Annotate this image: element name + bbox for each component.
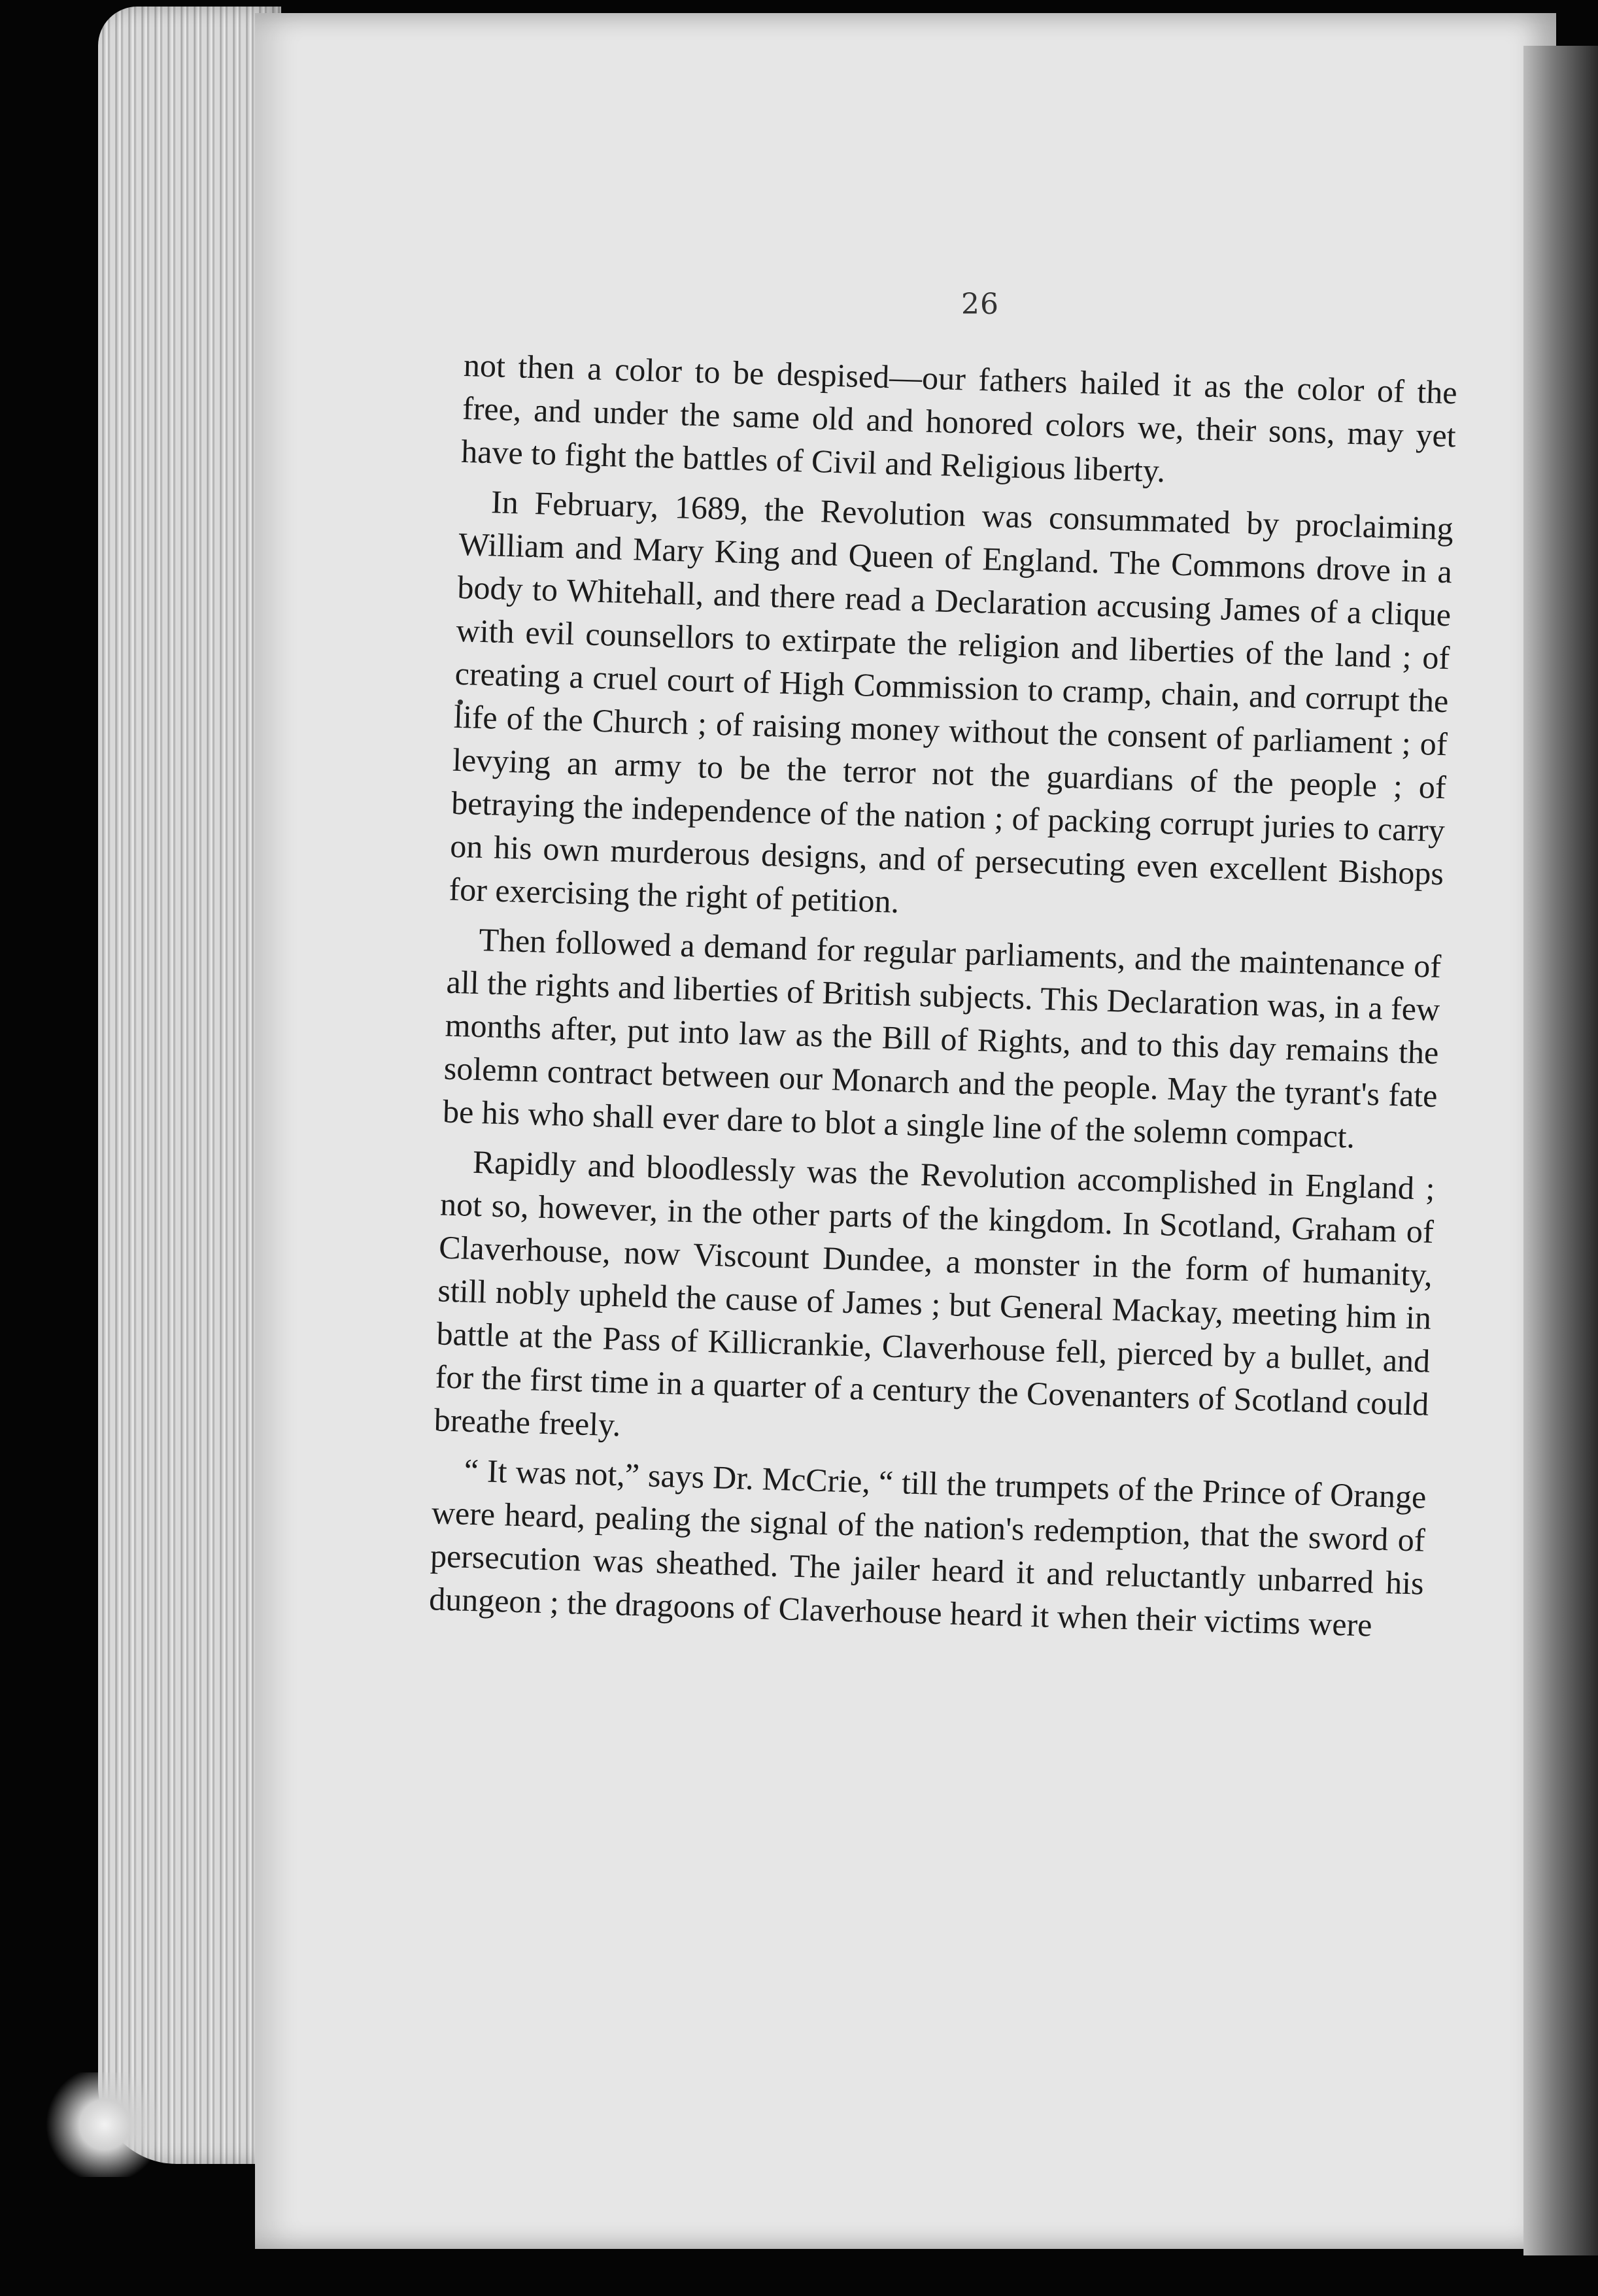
- page-gutter-shadow: [1523, 46, 1598, 2255]
- paragraph-5: “ It was not,” says Dr. McCrie, “ till the trumpets of the Prince of Orange were heard, pealing the signal of the nation's redemption, that the sword of persecution was sheathed. The jailer heard it and reluctantly unbarred his dungeon ; the dragoons of Claverhouse heard it when their victims were: [428, 1451, 1427, 1644]
- paragraph-1: not then a color to be despised—our fathers hailed it as the color of the free, and under the same old and honored colors we, their sons, may yet have to fight the battles of Civil and Religious liberty.: [460, 346, 1458, 489]
- paragraph-4: Rapidly and bloodlessly was the Revolution accomplished in England ; not so, however, in the other parts of the kingdom. In Scotland, Graham of Claverhouse, now Viscount Dundee, a monster in the form of humanity, still nobly upheld the cause of James ; but General Mackay, meeting him in battle at the Pass of Killicrankie, Claverhouse fell, pierced by a bullet, and for the first time in a quarter of a century the Covenanters of Scotland could breathe freely.: [434, 1143, 1436, 1443]
- book-page-edges: [98, 7, 281, 2164]
- body-text: [428, 343, 1457, 1655]
- frayed-page-corner: [39, 2072, 170, 2177]
- paragraph-3: Then followed a demand for regular parliaments, and the maintenance of all the rights and liberties of British subjects. This Declaration was, in a few months after, put into law as the Bill of Rights, and to this day remains the solemn contract between our Monarch and the people. May the tyrant's fate be his who shall ever dare to blot a single line of the solemn compact.: [442, 920, 1442, 1155]
- page-number: 26: [961, 288, 999, 321]
- paragraph-2: In February, 1689, the Revolution was consummated by proclaiming William and Mary King and Queen of England. The Commons drove in a body to Whitehall, and there read a Declaration accusing James of a clique with evil counsellors to extirpate the religion and liberties of the land ; of creating a cruel court of High Commission to cramp, chain, and corrupt the life of the Church ; of raising money without the consent of parliament ; of levying an army to be the terror not the guardians of the people ; of betraying the independence of the nation ; of packing corrupt juries to carry on his own murderous designs, and of persecuting even excellent Bishops for exercising the right of petition.: [448, 483, 1454, 920]
